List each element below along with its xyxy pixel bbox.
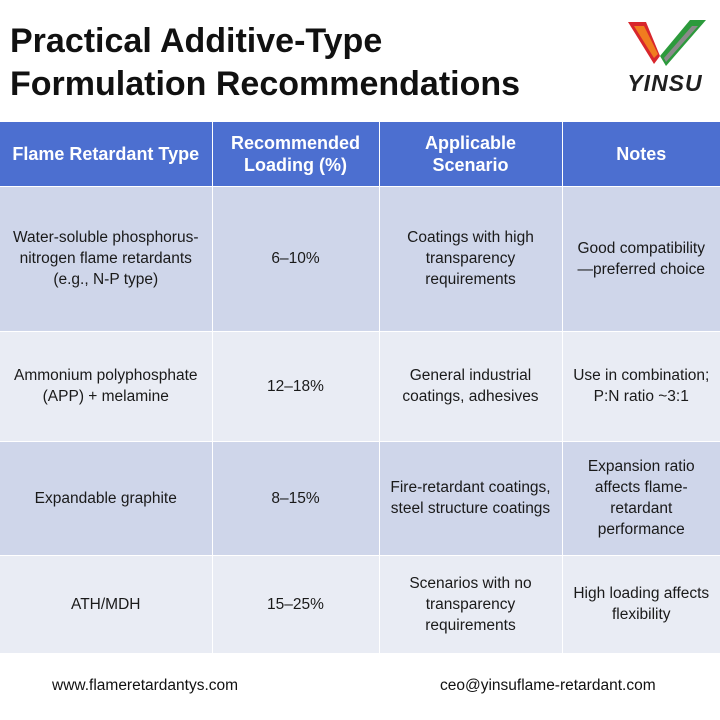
- column-header-notes: Notes: [562, 122, 720, 186]
- cell-type: Water-soluble phosphorus-nitrogen flame retardants (e.g., N-P type): [0, 186, 212, 331]
- cell-type: Ammonium polyphosphate (APP) + melamine: [0, 331, 212, 441]
- header: [0, 0, 720, 122]
- cell-notes: Expansion ratio affects flame-retardant performance: [562, 441, 720, 555]
- cell-scenario: Coatings with high transparency requirements: [379, 186, 562, 331]
- page-title-line-1: Practical Additive-Type: [10, 22, 383, 60]
- table-row: [0, 441, 720, 555]
- recommendations-table: [0, 122, 720, 653]
- logo-text: YINSU: [627, 70, 703, 96]
- table-row: [0, 186, 720, 331]
- cell-notes: Good compatibility—preferred choice: [562, 186, 720, 331]
- cell-type: ATH/MDH: [0, 555, 212, 653]
- page-title: [10, 20, 610, 106]
- cell-notes: High loading affects flexibility: [562, 555, 720, 653]
- cell-scenario: Fire-retardant coatings, steel structure coatings: [379, 441, 562, 555]
- cell-loading: 6–10%: [212, 186, 379, 331]
- cell-type: Expandable graphite: [0, 441, 212, 555]
- column-header-scenario: Applicable Scenario: [379, 122, 562, 186]
- cell-scenario: General industrial coatings, adhesives: [379, 331, 562, 441]
- table-row: [0, 331, 720, 441]
- yinsu-v-logo-icon: [620, 16, 710, 72]
- column-header-type: Flame Retardant Type: [0, 122, 212, 186]
- footer-website-link[interactable]: www.flameretardantys.com: [52, 677, 239, 694]
- cell-loading: 15–25%: [212, 555, 379, 653]
- cell-loading: 8–15%: [212, 441, 379, 555]
- page-title-line-2: Formulation Recommendations: [10, 65, 521, 103]
- cell-scenario: Scenarios with no transparency requirements: [379, 555, 562, 653]
- column-header-loading: Recommended Loading (%): [212, 122, 379, 186]
- cell-notes: Use in combination; P:N ratio ~3:1: [562, 331, 720, 441]
- table-row: [0, 555, 720, 653]
- footer-email-link[interactable]: ceo@yinsuflame-retardant.com: [440, 677, 656, 694]
- table-header-row: [0, 122, 720, 186]
- company-logo: [620, 16, 710, 96]
- cell-loading: 12–18%: [212, 331, 379, 441]
